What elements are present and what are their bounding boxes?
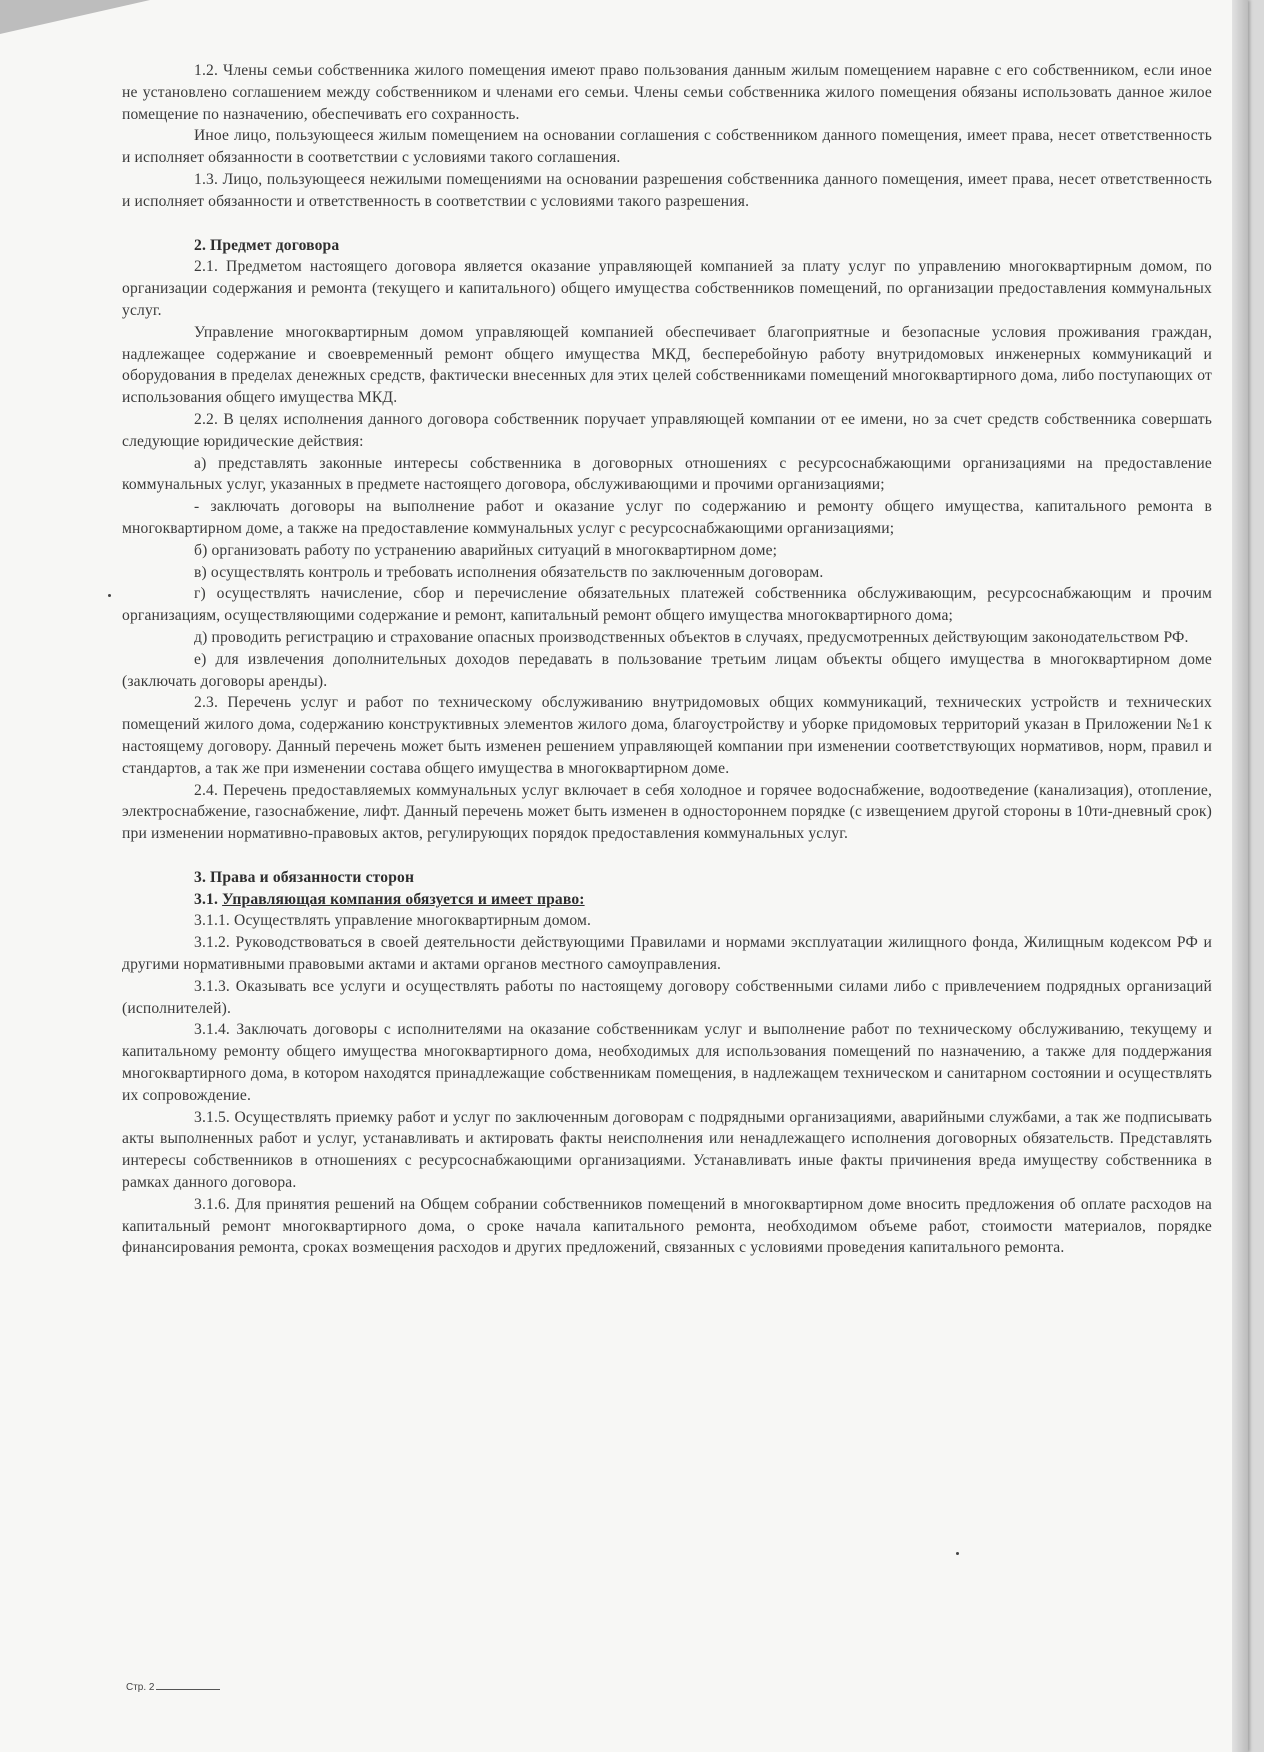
paragraph-3-1-6: 3.1.6. Для принятия решений на Общем собрании собственников помещений в многоквартирном доме вносить предложения об оплате расходов на капитальный ремонт многоквартирного дома, о сроке начала капитального ремонта, необходимом объеме работ, стоимости материалов, порядке финансирования ремонта, сроках возмещения расходов и других предложений, связанных с условиями проведения капитального ремонта. [122, 1195, 1212, 1257]
folded-corner [0, 0, 150, 34]
scan-speck [956, 1552, 959, 1555]
document-body [122, 60, 1212, 1259]
paragraph-1-2: 1.2. Члены семьи собственника жилого помещения имеют право пользования данным жилым помещением наравне с его собственником, если иное не установлено соглашением между собственником и членами его семьи. Члены семьи собственника жилого помещения обязаны использовать данное жилое помещение по назначению, обеспечивать его сохранность. [122, 62, 1212, 123]
scan-speck [108, 594, 111, 597]
signature-line [156, 1689, 220, 1690]
list-item-dash: - заключать договоры на выполнение работ и оказание услуг по содержанию и ремонту общего имущества, капитального ремонта в многоквартирном доме, а также на предоставление коммунальных услуг с ресурсоснабжающими организациями; [122, 498, 1212, 537]
page-edge-shadow [1232, 0, 1248, 1752]
paragraph-1-3: 1.3. Лицо, пользующееся нежилыми помещениями на основании разрешения собственника данного помещения, имеет права, несет ответственность и исполняет обязанности и ответственность в соответствии с условиями такого разрешения. [122, 170, 1212, 210]
subsection-3-1-number: 3.1. [194, 890, 218, 908]
list-item-a: а) представлять законные интересы собственника в договорных отношениях с ресурсоснабжающими организациями на предоставление коммунальных услуг, указанных в предмете настоящего договора, обслуживающими и прочими организациями; [122, 454, 1212, 494]
paragraph-3-1-3: 3.1.3. Оказывать все услуги и осуществлять работы по настоящему договору собственными силами либо с привлечением подрядных организаций (исполнителей). [122, 977, 1212, 1017]
section-2-heading: 2. Предмет договора [194, 236, 340, 254]
list-item-v: в) осуществлять контроль и требовать исполнения обязательств по заключенным договорам. [194, 563, 824, 581]
paragraph-3-1-1: 3.1.1. Осуществлять управление многоквартирным домом. [194, 912, 592, 930]
section-3-heading: 3. Права и обязанности сторон [194, 868, 415, 886]
list-item-e: е) для извлечения дополнительных доходов передавать в пользование третьим лицам объекты общего имущества в многоквартирном доме (заключать договоры аренды). [122, 650, 1212, 690]
subsection-3-1-heading [122, 889, 1212, 911]
paragraph-2-4: 2.4. Перечень предоставляемых коммунальных услуг включает в себя холодное и горячее водоснабжение, водоотведение (канализация), отопление, электроснабжение, газоснабжение, лифт. Данный перечень может быть изменен в одностороннем порядке (с извещением другой стороны в 10ти-дневный срок) при изменении нормативно-правовых актов, регулирующих порядок предоставления коммунальных услуг. [122, 781, 1212, 843]
paragraph-3-1-2: 3.1.2. Руководствоваться в своей деятельности действующими Правилами и нормами эксплуатации жилищного фонда, Жилищным кодексом РФ и другими нормативными правовыми актами и актами органов местного самоуправления. [122, 934, 1212, 974]
paragraph-2-2: 2.2. В целях исполнения данного договора собственник поручает управляющей компании от ее имени, но за счет средств собственника совершать следующие юридические действия: [122, 410, 1212, 450]
paragraph-2-3: 2.3. Перечень услуг и работ по техническому обслуживанию внутридомовых общих коммуникаций, технических устройств и технических помещений жилого дома, содержанию конструктивных элементов жилого дома, благоустройству и уборке придомовых территорий указан в Приложении №1 к настоящему договору. Данный перечень может быть изменен решением управляющей компании при изменении соответствующих нормативов, норм, правил и стандартов, а так же при изменении состава общего имущества в многоквартирном доме. [122, 694, 1212, 777]
paragraph-2-1: 2.1. Предметом настоящего договора является оказание управляющей компанией за плату услуг по управлению многоквартирным домом, по организации содержания и ремонта (текущего и капитального) общего имущества собственников помещений, по организации предоставления коммунальных услуг. [122, 258, 1212, 319]
paragraph-3-1-4: 3.1.4. Заключать договоры с исполнителями на оказание собственникам услуг и выполнение работ по техническому обслуживанию, текущему и капитальному ремонту общего имущества многоквартирного дома, необходимых для использования помещений по назначению, а также для поддержания многоквартирного дома, в котором находятся принадлежащие собственникам помещения, в надлежащем техническом и санитарном состоянии и осуществлять их сопровождение. [122, 1021, 1212, 1104]
list-item-g: г) осуществлять начисление, сбор и перечисление обязательных платежей собственника обслуживающим, ресурсоснабжающим и прочим организациям, осуществляющими содержание и ремонт, капитальный ремонт общего имущества многоквартирного дома; [122, 585, 1212, 625]
paragraph-3-1-5: 3.1.5. Осуществлять приемку работ и услуг по заключенным договорам с подрядными организациями, аварийными службами, а так же подписывать акты выполненных работ и услуг, устанавливать и актировать факты неисполнения или ненадлежащего исполнения договорных обязательств. Представлять интересы собственников в отношениях с ресурсоснабжающими организациями. Устанавливать иные факты причинения вреда имуществу собственника в рамках данного договора. [122, 1108, 1212, 1192]
list-item-d: д) проводить регистрацию и страхование опасных производственных объектов в случаях, предусмотренных действующим законодательством РФ. [194, 628, 1189, 646]
page-number-label: Стр. 2 [126, 1682, 155, 1693]
list-item-b: б) организовать работу по устранению аварийных ситуаций в многоквартирном доме; [194, 541, 778, 559]
paragraph-other-person: Иное лицо, пользующееся жилым помещением на основании соглашения с собственником данного помещения, имеет права, несет ответственность и исполняет обязанности в соответствии с условиями такого соглашения. [122, 127, 1212, 167]
page-footer [126, 1682, 220, 1693]
subsection-3-1-title: Управляющая компания обязуется и имеет право: [222, 890, 585, 908]
paragraph-management: Управление многоквартирным домом управляющей компанией обеспечивает благоприятные и безопасные условия проживания граждан, надлежащее содержание и своевременный ремонт общего имущества МКД, бесперебойную работу внутридомовых инженерных коммуникаций и оборудования в пределах денежных средств, фактически внесенных для этих целей собственниками помещений многоквартирного дома, либо поступающих от использования общего имущества МКД. [122, 323, 1212, 407]
